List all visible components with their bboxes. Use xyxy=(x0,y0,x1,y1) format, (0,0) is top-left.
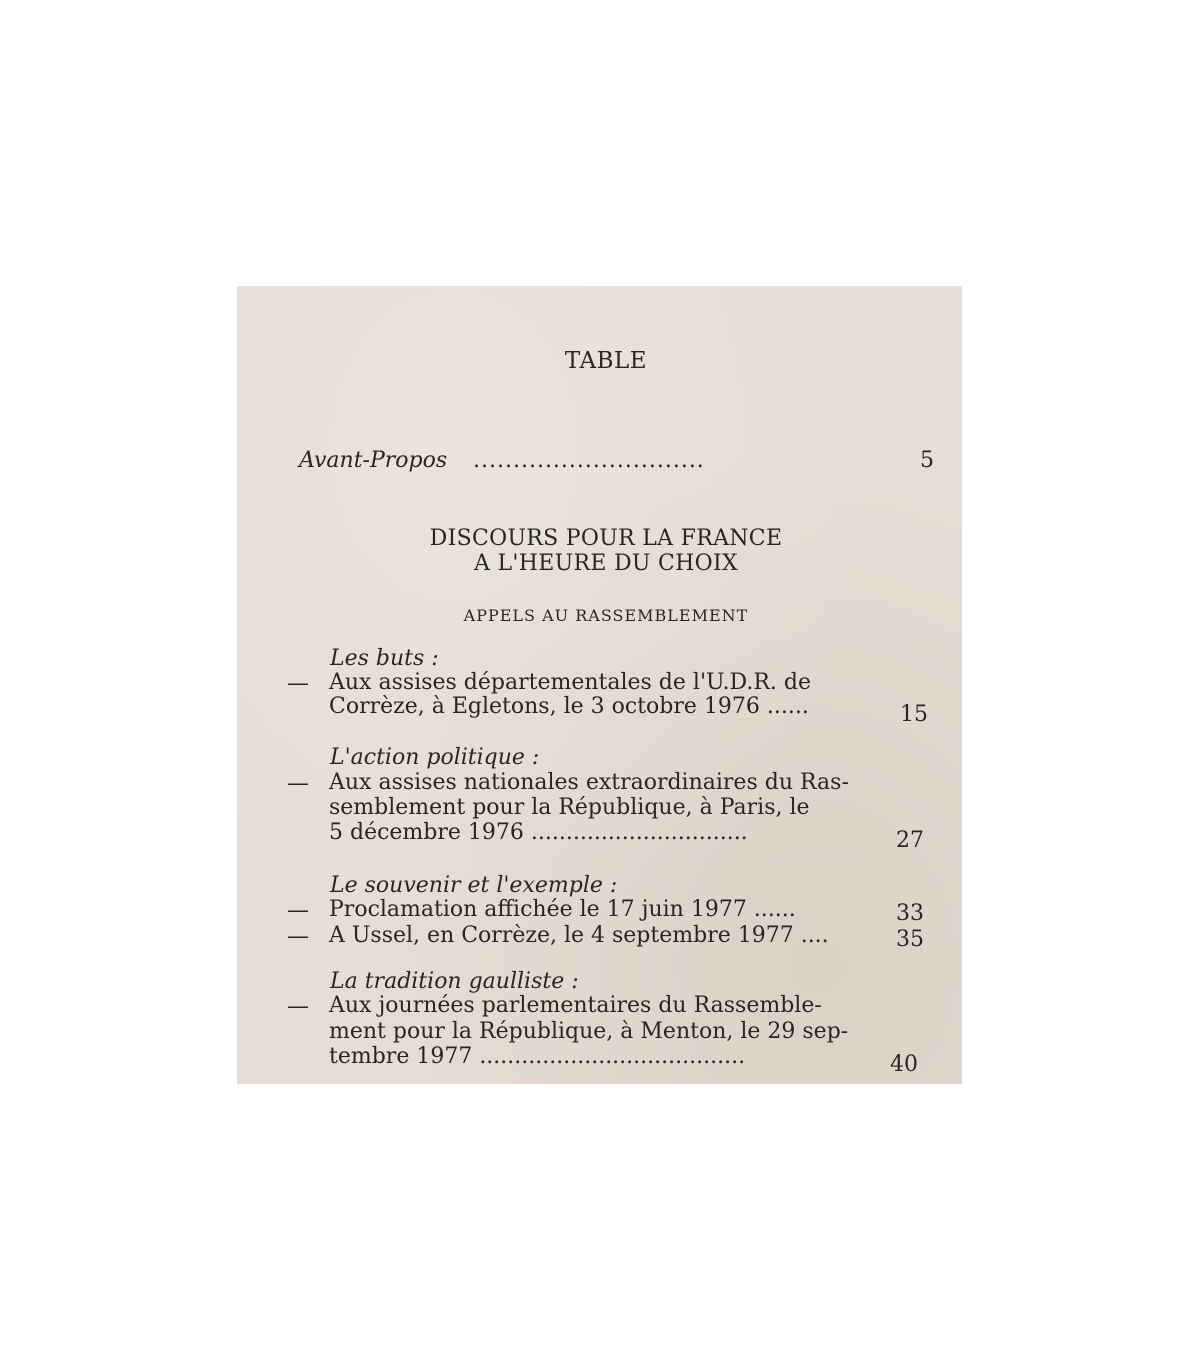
page-number: 5 xyxy=(920,448,934,473)
dot-leader: ............................. xyxy=(473,448,705,473)
group-heading-text: Les buts : xyxy=(330,646,439,671)
toc-entry-text: ment pour la République, à Menton, le 29 sep- xyxy=(329,1019,849,1044)
toc-entry-text: Aux journées parlementaires du Rassemble- xyxy=(329,993,822,1018)
em-dash: — xyxy=(287,898,309,923)
page-title: TABLE xyxy=(564,348,648,374)
em-dash: — xyxy=(287,994,309,1019)
page-number: 33 xyxy=(896,901,924,926)
page-number: 15 xyxy=(900,702,928,727)
em-dash: — xyxy=(287,671,309,696)
group-heading-text: Le souvenir et l'exemple : xyxy=(330,873,618,898)
page-number: 27 xyxy=(896,828,924,853)
em-dash: — xyxy=(287,771,309,796)
book-page xyxy=(237,286,962,1084)
em-dash: — xyxy=(287,924,309,949)
toc-entry-text: A Ussel, en Corrèze, le 4 septembre 1977 .... xyxy=(329,923,829,948)
part-title-line-2: A L'HEURE DU CHOIX xyxy=(474,551,738,576)
toc-entry-text: tembre 1977 ...................................... xyxy=(329,1044,746,1069)
toc-entry-text: Aux assises départementales de l'U.D.R. de xyxy=(329,670,812,695)
toc-entry-text: 5 décembre 1976 ............................... xyxy=(329,820,748,845)
toc-entry-text: semblement pour la République, à Paris, le xyxy=(329,795,810,820)
toc-entry-text: Proclamation affichée le 17 juin 1977 ...... xyxy=(329,897,796,922)
section-title: APPELS AU RASSEMBLEMENT xyxy=(463,606,749,625)
page-number: 35 xyxy=(896,927,924,952)
group-heading-text: L'action politique : xyxy=(330,745,540,770)
page-number: 40 xyxy=(890,1052,918,1077)
part-title-line-1: DISCOURS POUR LA FRANCE xyxy=(429,526,783,551)
toc-entry-text: Aux assises nationales extraordinaires du Ras- xyxy=(329,770,849,795)
group-heading-text: La tradition gaulliste : xyxy=(330,969,579,994)
toc-entry-label: Avant-Propos xyxy=(299,448,448,473)
toc-entry-text: Corrèze, à Egletons, le 3 octobre 1976 ...... xyxy=(329,694,809,719)
